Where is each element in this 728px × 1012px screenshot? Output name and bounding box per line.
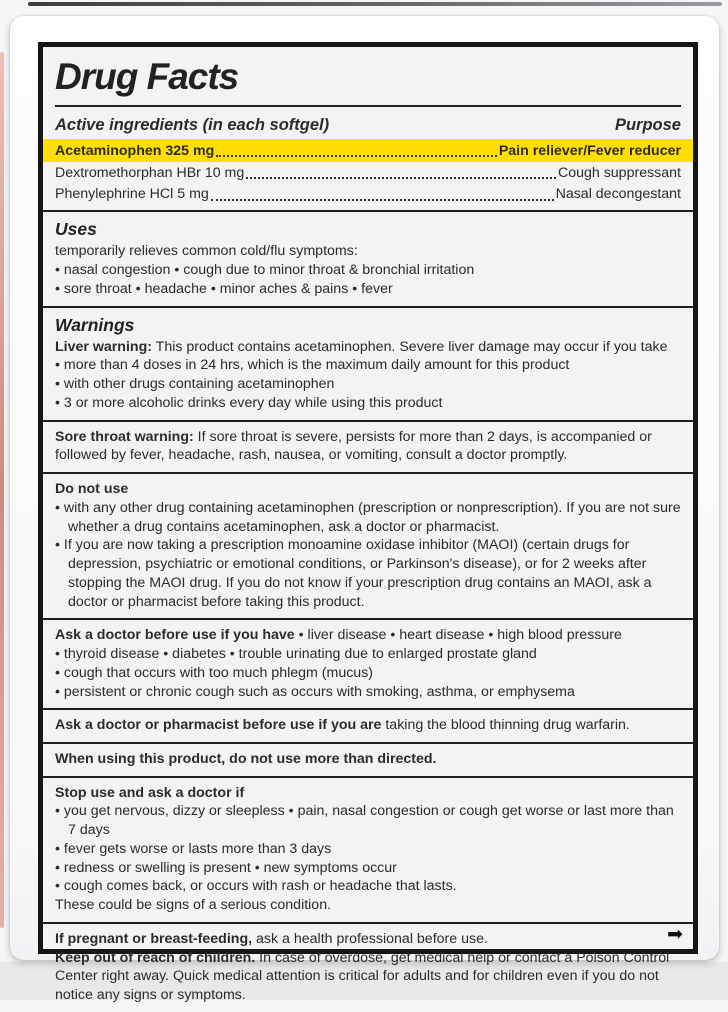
do-not-use-section	[43, 472, 693, 618]
ingredient-row-highlight	[43, 139, 693, 162]
purpose-heading: Purpose	[614, 116, 681, 134]
ingredient-name: Dextromethorphan HBr 10 mg	[55, 164, 245, 181]
ask-doctor-section	[43, 618, 693, 708]
stop-use-bullet: • fever gets worse or lasts more than 3 days	[55, 840, 332, 857]
keep-out-text: In case of overdose, get medical help or contact a Poison Control Center right away. Quick medical attention is critical for adults and for children even if you do not notice any signs or symptoms.	[55, 949, 670, 1004]
stop-use-footer: These could be signs of a serious condition.	[55, 897, 332, 914]
uses-heading: Uses	[55, 219, 97, 240]
ask-doctor-text: • liver disease • heart disease • high blood pressure	[294, 627, 622, 644]
ingredient-row	[43, 184, 693, 205]
drug-facts-panel	[38, 42, 698, 1004]
ingredient-purpose: Nasal decongestant	[555, 186, 681, 203]
liver-warning-lead: Liver warning:	[55, 338, 152, 355]
liver-warning-bullet: • more than 4 doses in 24 hrs, which is the maximum daily amount for this product	[55, 357, 570, 374]
ask-doctor-pharmacist-lead: Ask a doctor or pharmacist before use if you are	[55, 717, 382, 734]
pregnant-lead: If pregnant or breast-feeding,	[55, 930, 253, 947]
medicine-box-face	[10, 16, 719, 1004]
ask-doctor-pharmacist-section	[43, 708, 693, 742]
uses-bullet: • nasal congestion • cough due to minor throat & bronchial irritation	[55, 262, 475, 279]
do-not-use-bullet: • with any other drug containing acetaminophen (prescription or nonprescription). If you are not sure whether a drug contains acetaminophen, ask a doctor or pharmacist.	[55, 499, 681, 535]
active-ingredients-section	[43, 107, 693, 210]
ask-doctor-bullet: • persistent or chronic cough such as occurs with smoking, asthma, or emphysema	[55, 683, 575, 700]
ingredient-name: Phenylephrine HCl 5 mg	[55, 186, 209, 203]
ask-doctor-pharmacist-text: taking the blood thinning drug warfarin.	[381, 717, 630, 734]
box-top-edge	[28, 2, 722, 6]
liver-warning-bullet: • 3 or more alcoholic drinks every day while using this product	[55, 394, 443, 411]
ask-doctor-lead: Ask a doctor before use if you have	[55, 627, 295, 644]
ingredient-purpose: Pain reliever/Fever reducer	[498, 142, 681, 159]
ask-doctor-bullet: • thyroid disease • diabetes • trouble urinating due to enlarged prostate gland	[55, 646, 537, 663]
when-using-text: When using this product, do not use more than directed.	[55, 750, 437, 767]
warnings-heading: Warnings	[55, 314, 135, 335]
keep-out-lead: Keep out of reach of children.	[55, 949, 256, 966]
box-side-accent	[0, 52, 4, 928]
uses-bullet: • sore throat • headache • minor aches & pains • fever	[55, 280, 393, 297]
leader-dots	[246, 177, 556, 179]
ingredient-name: Acetaminophen 325 mg	[55, 142, 215, 159]
do-not-use-heading: Do not use	[55, 481, 129, 498]
pregnant-text: ask a health professional before use.	[252, 930, 488, 947]
uses-section	[43, 210, 693, 305]
continuation-arrow-icon: ➡	[667, 924, 683, 945]
pregnant-line	[55, 930, 681, 949]
stop-use-bullet: • cough comes back, or occurs with rash or headache that lasts.	[55, 878, 457, 895]
stop-use-bullet: • redness or swelling is present • new symptoms occur	[55, 859, 397, 876]
stop-use-bullet: • you get nervous, dizzy or sleepless • pain, nasal congestion or cough get worse or last more than 7 days	[55, 803, 674, 839]
keep-out-line	[55, 949, 681, 1005]
when-using-section	[43, 742, 693, 776]
active-ingredients-heading: Active ingredients (in each softgel)	[55, 116, 330, 134]
stop-use-heading: Stop use and ask a doctor if	[55, 784, 245, 801]
ingredient-purpose: Cough suppressant	[557, 164, 681, 181]
ingredient-row	[43, 162, 693, 183]
sore-throat-warning-text: If sore throat is severe, persists for more than 2 days, is accompanied or followed by fever, headache, rash, nausea, or vomiting, consult a doctor promptly.	[55, 428, 652, 464]
pregnancy-keepout-section	[43, 922, 693, 1012]
ask-doctor-line	[55, 626, 681, 645]
drug-facts-title: Drug Facts	[55, 56, 239, 97]
liver-warning-text: This product contains acetaminophen. Severe liver damage may occur if you take	[151, 338, 668, 355]
sore-throat-warning-lead: Sore throat warning:	[55, 428, 194, 445]
liver-warning-bullet: • with other drugs containing acetaminophen	[55, 376, 335, 393]
do-not-use-bullet: • If you are now taking a prescription monoamine oxidase inhibitor (MAOI) (certain drugs for depression, psychiatric or emotional conditions, or Parkinson's disease), or for 2 weeks after stopping the MAOI drug. If you do not know if your prescription drug contains an MAOI, ask a doctor or pharmacist before taking this product.	[55, 537, 652, 610]
warnings-section	[43, 306, 693, 420]
ask-doctor-bullet: • cough that occurs with too much phlegm (mucus)	[55, 664, 374, 681]
stop-use-section	[43, 776, 693, 922]
liver-warning-line	[55, 338, 681, 357]
uses-intro: temporarily relieves common cold/flu symptoms:	[55, 243, 358, 260]
leader-dots	[216, 155, 497, 157]
leader-dots	[211, 199, 554, 201]
sore-throat-warning-section	[43, 420, 693, 472]
